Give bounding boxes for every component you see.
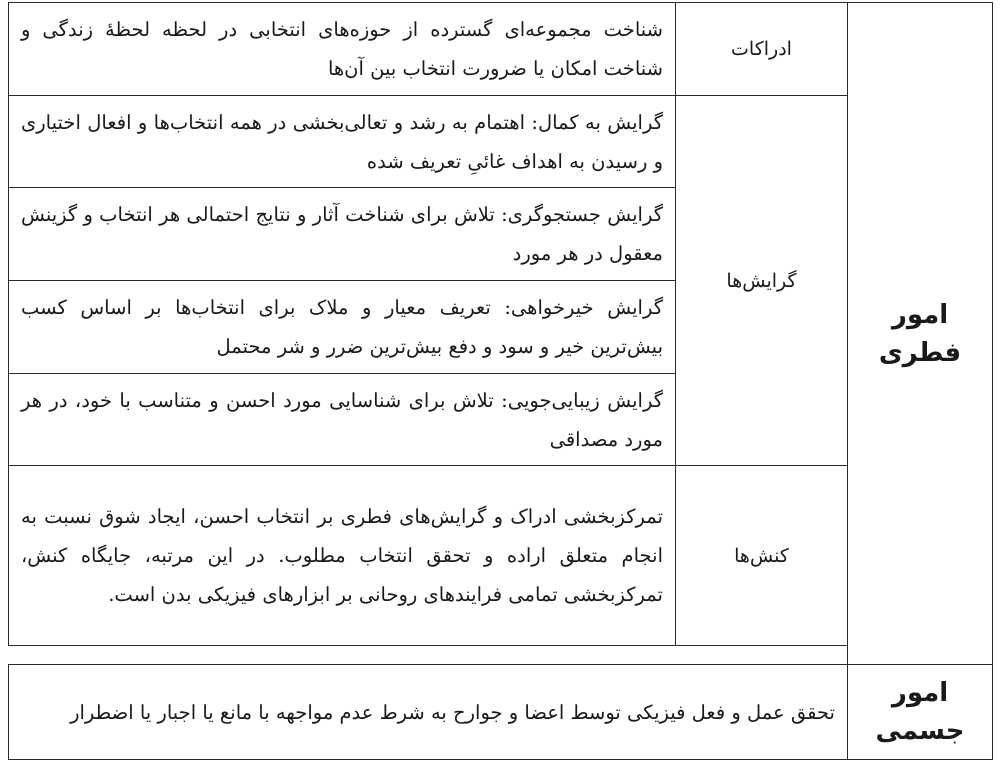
row-idrakat [9, 3, 993, 96]
row-konesh [9, 466, 993, 646]
gerayesh-item: گرایش خیرخواهی: تعریف معیار و ملاک برای انتخاب‌ها بر اساس کسب بیش‌ترین خیر و سود و دفع بیش‌ترین ضرر و شر محتمل [9, 281, 676, 374]
gerayesh-item: گرایش به کمال: اهتمام به رشد و تعالی‌بخشی در همه انتخاب‌ها و افعال اختیاری و رسیدن به اهداف غائیِ تعریف شده [9, 96, 676, 188]
subcategory-konesh: کنش‌ها [676, 466, 848, 646]
row-gerayesh-kamal [9, 96, 993, 188]
row-jesmi [9, 665, 993, 760]
category-jesmi-line1: امور [891, 678, 949, 708]
category-jesmi-line2: جسمی [875, 716, 965, 746]
spacer-row [9, 646, 993, 665]
jesmi-desc: تحقق عمل و فعل فیزیکی توسط اعضا و جوارح به شرط عدم مواجهه با مانع یا اجبار یا اضطرار [9, 665, 848, 760]
category-fitri [848, 3, 993, 665]
gerayesh-item: گرایش زیبایی‌جویی: تلاش برای شناسایی مورد احسن و متناسب با خود، در هر مورد مصداقی [9, 374, 676, 466]
category-jesmi [848, 665, 993, 760]
category-fitri-line1: امور [891, 299, 949, 330]
category-fitri-line2: فطری [878, 337, 962, 368]
subcategory-gerayesh: گرایش‌ها [676, 96, 848, 466]
concepts-table [8, 2, 993, 760]
subcategory-idrakat: ادراکات [676, 3, 848, 96]
gerayesh-item: گرایش جستجوگری: تلاش برای شناخت آثار و نتایج احتمالی هر انتخاب و گزینش معقول در هر مورد [9, 188, 676, 281]
idrakat-desc: شناخت مجموعه‌ای گسترده از حوزه‌های انتخابی در لحظه لحظهٔ زندگی و شناخت امکان یا ضرورت انتخاب بین آن‌ها [9, 3, 676, 96]
konesh-desc: تمرکزبخشی ادراک و گرایش‌های فطری بر انتخاب احسن، ایجاد شوق نسبت به انجام متعلق اراده و تحقق انتخاب مطلوب. در این مرتبه، جایگاه کنش، تمرکزبخشی تمامی فرایندهای روحانی بر ابزارهای فیزیکی بدن است. [9, 466, 676, 646]
